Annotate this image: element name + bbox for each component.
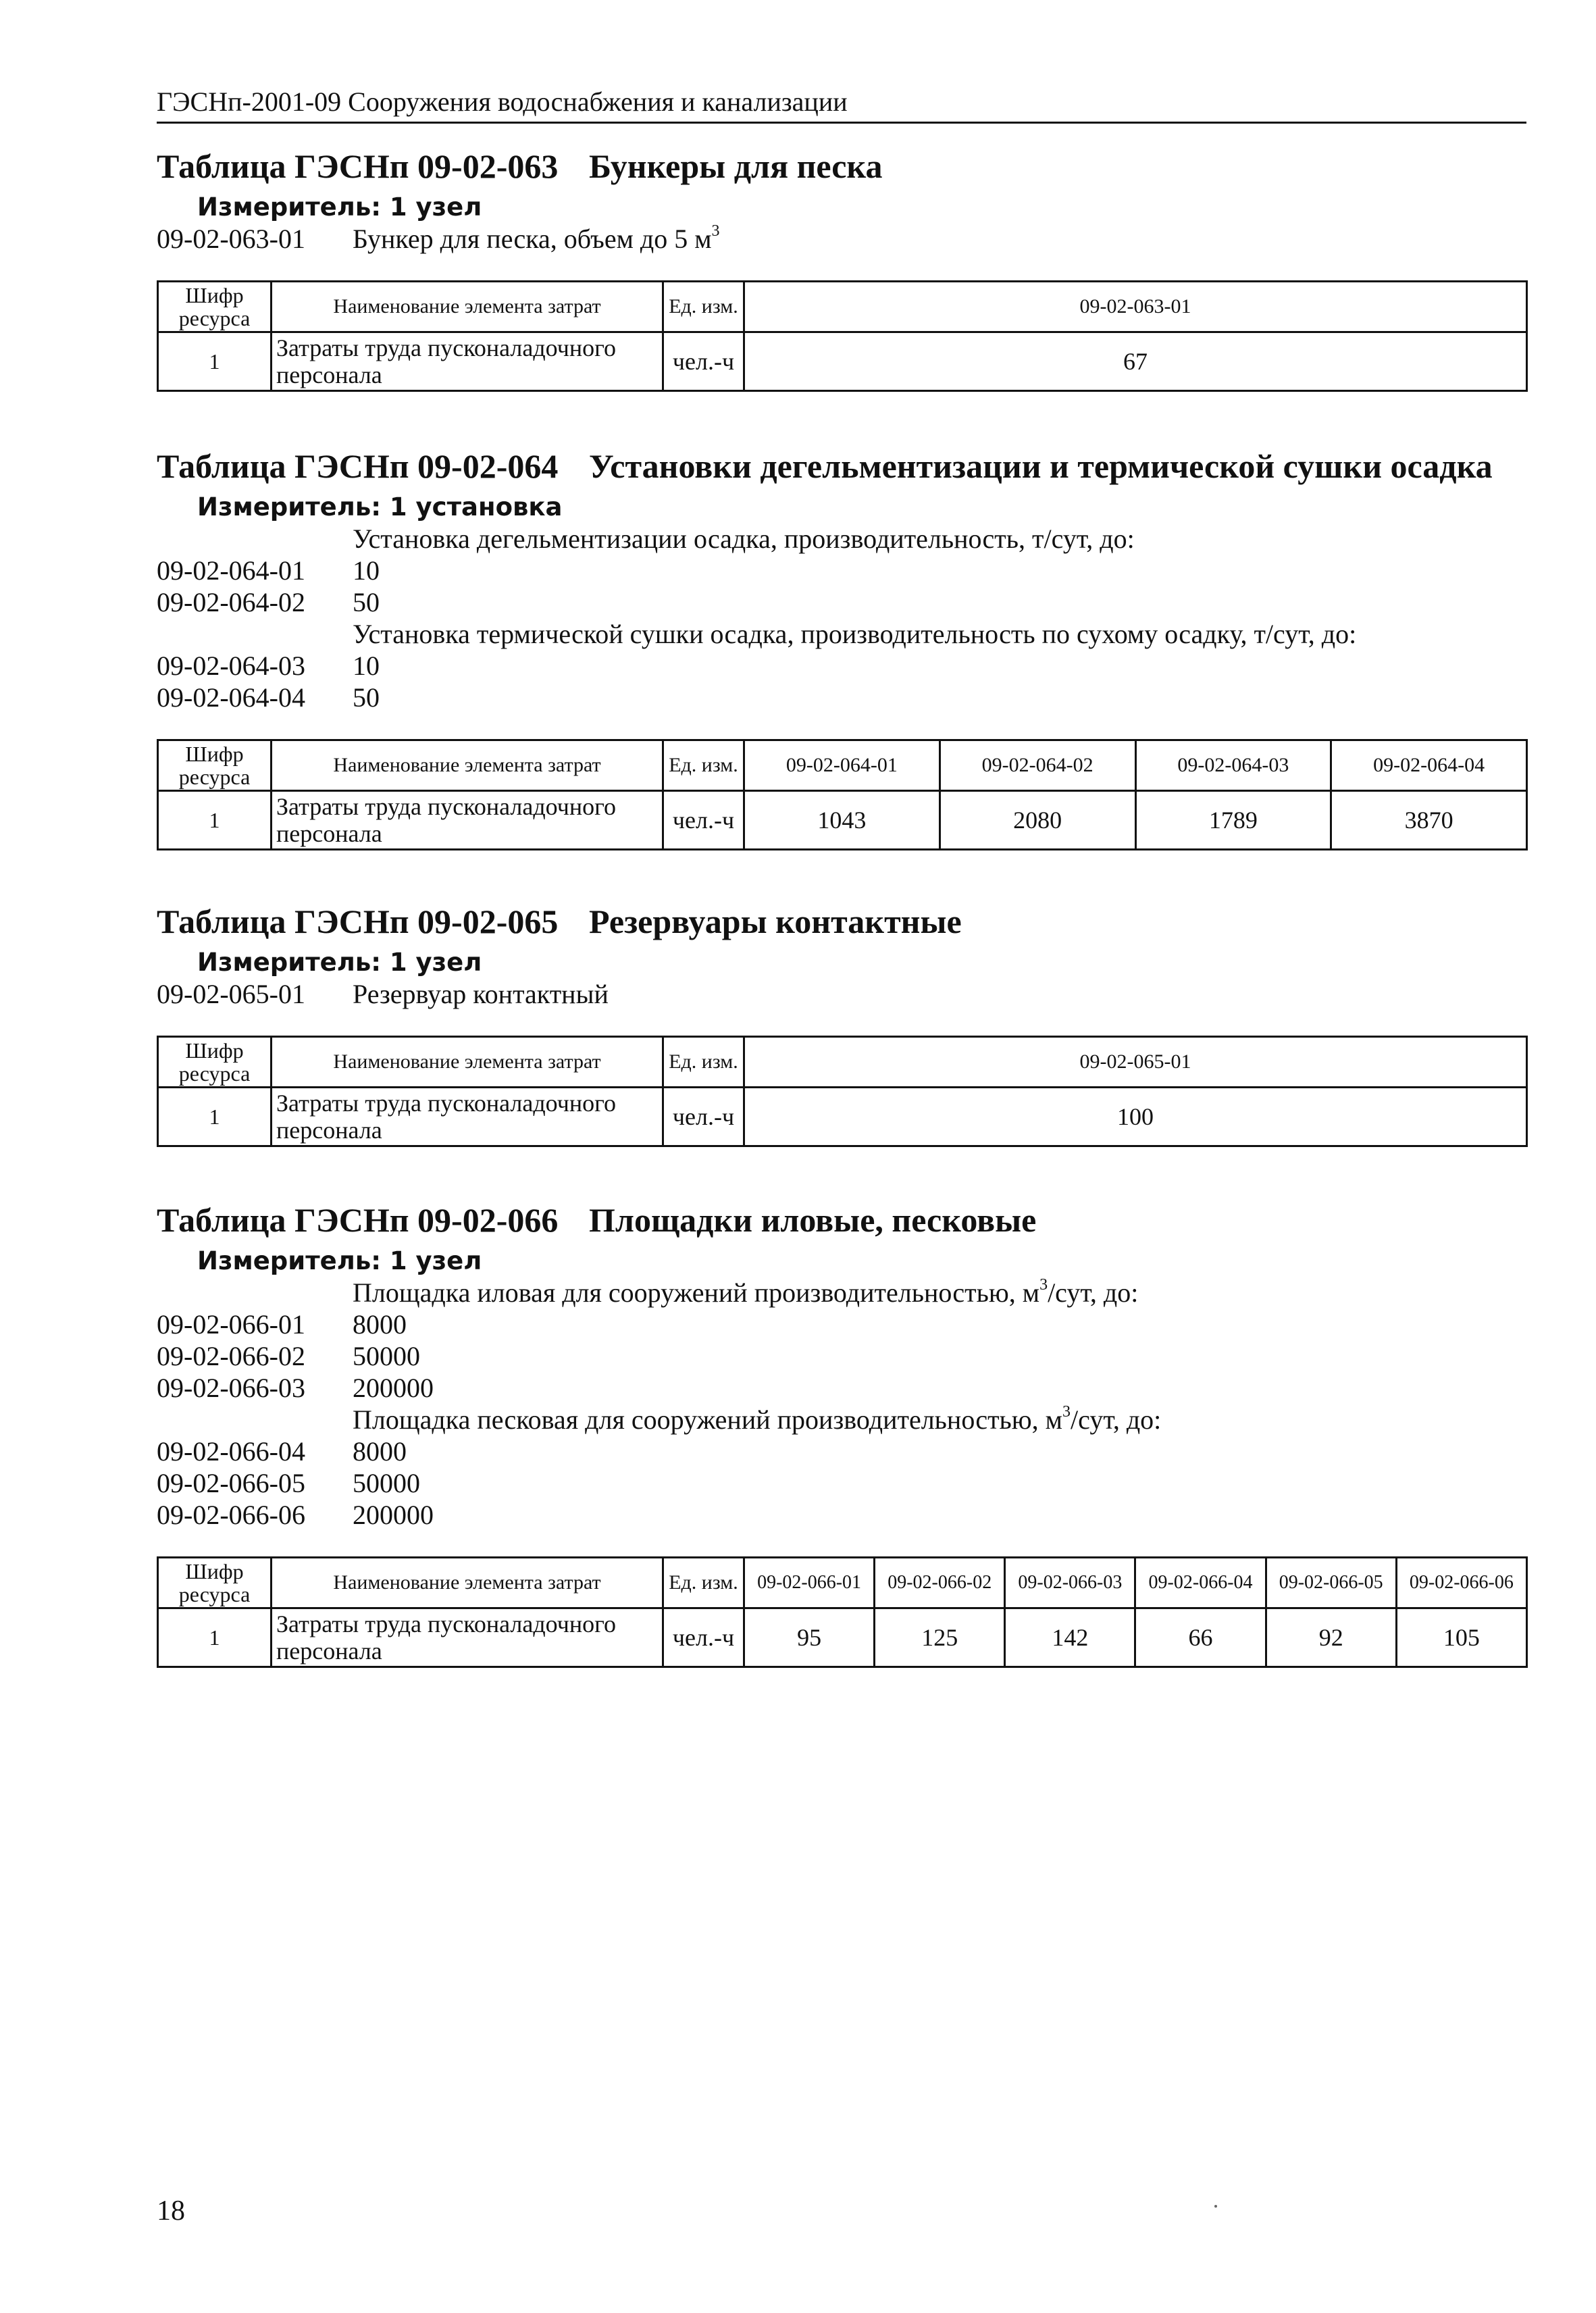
item-label-text: 50000 (353, 1341, 420, 1371)
measure-unit: Измеритель: 1 установка (197, 492, 563, 522)
item-label (353, 586, 1528, 618)
item-line (157, 1435, 1528, 1467)
item-label (353, 650, 1528, 682)
cell-cipher: 1 (158, 791, 272, 850)
cell-value: 142 (1005, 1608, 1135, 1667)
page-number: 18 (157, 2195, 185, 2227)
cell-value: 1789 (1135, 791, 1331, 850)
group-label: Установка дегельментизации осадка, производительность, т/сут, до: (353, 524, 1135, 554)
group-label: Площадка песковая для сооружений производительностью, м (353, 1404, 1062, 1435)
item-label (353, 682, 1528, 713)
item-label-text: Бункер для песка, объем до 5 м (353, 224, 712, 254)
cell-value: 1043 (744, 791, 940, 850)
measure-unit: Измеритель: 1 узел (197, 948, 482, 977)
col-header-value: 09-02-066-05 (1266, 1558, 1396, 1608)
table-heading (157, 901, 1528, 942)
cell-value: 3870 (1331, 791, 1527, 850)
col-header-value: 09-02-064-02 (939, 740, 1135, 791)
item-label-text: 200000 (353, 1373, 434, 1403)
col-header-value: 09-02-066-06 (1396, 1558, 1526, 1608)
superscript: 3 (1039, 1275, 1048, 1294)
item-code: 09-02-065-01 (157, 979, 305, 1009)
item-code: 09-02-064-03 (157, 651, 305, 681)
item-label (353, 1435, 1528, 1467)
item-code: 09-02-066-06 (157, 1500, 305, 1530)
section-09-02-066 (157, 1200, 1528, 1668)
item-label-text: 50 (353, 682, 380, 713)
item-label (353, 223, 1528, 255)
table-row (158, 791, 1527, 850)
item-code: 09-02-066-03 (157, 1373, 305, 1403)
item-line (157, 1308, 1528, 1340)
table-heading (157, 446, 1528, 486)
group-heading (157, 1404, 1528, 1435)
item-line (157, 650, 1528, 682)
cell-value: 95 (744, 1608, 875, 1667)
col-header-cipher: Шифр ресурса (158, 740, 272, 791)
item-line (157, 978, 1528, 1010)
item-line (157, 586, 1528, 618)
item-label (353, 1467, 1528, 1499)
table-code: Таблица ГЭСНп 09-02-065 (157, 903, 559, 940)
table-title: Площадки иловые, песковые (589, 1201, 1037, 1239)
running-title: ГЭСНп-2001-09 Сооружения водоснабжения и канализации (157, 86, 848, 117)
col-header-cipher: Шифр ресурса (158, 1558, 272, 1608)
col-header-value: 09-02-066-02 (875, 1558, 1005, 1608)
col-header-unit: Ед. изм. (663, 740, 744, 791)
item-line (157, 1467, 1528, 1499)
group-heading (157, 1277, 1528, 1308)
table-title: Бункеры для песка (589, 147, 883, 185)
cell-cipher: 1 (158, 332, 272, 391)
col-header-unit: Ед. изм. (663, 1558, 744, 1608)
cell-value: 66 (1135, 1608, 1266, 1667)
section-09-02-065 (157, 901, 1528, 1147)
col-header-value: 09-02-063-01 (744, 282, 1527, 332)
item-list (157, 1277, 1528, 1531)
col-header-value: 09-02-065-01 (744, 1037, 1527, 1088)
col-header-cipher: Шифр ресурса (158, 1037, 272, 1088)
cell-name: Затраты труда пусконаладочного персонала (272, 332, 663, 391)
cell-unit: чел.-ч (663, 1608, 744, 1667)
group-label-tail: /сут, до: (1048, 1277, 1139, 1308)
table-header-row (158, 740, 1527, 791)
col-header-unit: Ед. изм. (663, 282, 744, 332)
col-header-value: 09-02-064-01 (744, 740, 940, 791)
table-header-row (158, 282, 1527, 332)
item-label-text: Резервуар контактный (353, 979, 609, 1009)
item-label-text: 200000 (353, 1500, 434, 1530)
cell-value: 105 (1396, 1608, 1526, 1667)
cell-name: Затраты труда пусконаладочного персонала (272, 791, 663, 850)
item-line (157, 1340, 1528, 1372)
table-header-row (158, 1558, 1527, 1608)
item-label (353, 1372, 1528, 1404)
superscript: 3 (1062, 1402, 1071, 1421)
col-header-name: Наименование элемента затрат (272, 1558, 663, 1608)
section-09-02-063 (157, 146, 1528, 392)
table-heading (157, 1200, 1528, 1240)
group-label: Установка термической сушки осадка, производительность по сухому осадку, т/сут, до: (353, 619, 1357, 649)
col-header-value: 09-02-066-01 (744, 1558, 875, 1608)
item-code: 09-02-063-01 (157, 224, 305, 254)
cell-name: Затраты труда пусконаладочного персонала (272, 1088, 663, 1146)
col-header-name: Наименование элемента затрат (272, 1037, 663, 1088)
cell-name: Затраты труда пусконаладочного персонала (272, 1608, 663, 1667)
col-header-value: 09-02-066-03 (1005, 1558, 1135, 1608)
norm-table (157, 1556, 1528, 1668)
col-header-value: 09-02-064-03 (1135, 740, 1331, 791)
col-header-unit: Ед. изм. (663, 1037, 744, 1088)
item-line (157, 1372, 1528, 1404)
item-label-text: 50000 (353, 1468, 420, 1498)
table-row (158, 1608, 1527, 1667)
item-label (353, 1308, 1528, 1340)
table-code: Таблица ГЭСНп 09-02-066 (157, 1201, 559, 1239)
item-line (157, 223, 1528, 255)
scan-speck (1214, 2205, 1217, 2208)
item-code: 09-02-066-04 (157, 1436, 305, 1467)
item-code: 09-02-066-01 (157, 1309, 305, 1340)
item-code: 09-02-064-01 (157, 555, 305, 586)
item-code: 09-02-064-04 (157, 682, 305, 713)
col-header-name: Наименование элемента затрат (272, 740, 663, 791)
item-code: 09-02-066-02 (157, 1341, 305, 1371)
cell-value: 125 (875, 1608, 1005, 1667)
item-list (157, 223, 1528, 255)
table-code: Таблица ГЭСНп 09-02-064 (157, 447, 559, 485)
item-label-text: 10 (353, 555, 380, 586)
cell-value: 2080 (939, 791, 1135, 850)
item-label (353, 555, 1528, 586)
item-label (353, 1499, 1528, 1531)
measure-unit: Измеритель: 1 узел (197, 193, 482, 222)
item-label (353, 978, 1528, 1010)
item-label-text: 50 (353, 587, 380, 617)
item-line (157, 1499, 1528, 1531)
norm-table (157, 1036, 1528, 1147)
item-label-text: 10 (353, 651, 380, 681)
cell-cipher: 1 (158, 1608, 272, 1667)
table-row (158, 1088, 1527, 1146)
table-heading (157, 146, 1528, 186)
cell-unit: чел.-ч (663, 332, 744, 391)
group-label: Площадка иловая для сооружений производительностью, м (353, 1277, 1040, 1308)
col-header-value: 09-02-064-04 (1331, 740, 1527, 791)
group-label-tail: /сут, до: (1071, 1404, 1162, 1435)
cell-unit: чел.-ч (663, 1088, 744, 1146)
measure-unit: Измеритель: 1 узел (197, 1246, 482, 1275)
item-list (157, 978, 1528, 1010)
item-label (353, 1340, 1528, 1372)
cell-unit: чел.-ч (663, 791, 744, 850)
table-title: Резервуары контактные (589, 903, 962, 940)
item-code: 09-02-064-02 (157, 587, 305, 617)
item-line (157, 555, 1528, 586)
cell-value: 92 (1266, 1608, 1396, 1667)
table-header-row (158, 1037, 1527, 1088)
norm-table (157, 280, 1528, 392)
item-code: 09-02-066-05 (157, 1468, 305, 1498)
col-header-name: Наименование элемента затрат (272, 282, 663, 332)
cell-value: 67 (744, 332, 1527, 391)
section-09-02-064 (157, 446, 1528, 850)
group-heading (157, 618, 1528, 650)
header-rule (157, 122, 1526, 124)
table-title: Установки дегельментизации и термической сушки осадка (589, 447, 1493, 485)
cell-cipher: 1 (158, 1088, 272, 1146)
col-header-value: 09-02-066-04 (1135, 1558, 1266, 1608)
superscript: 3 (711, 222, 720, 240)
table-code: Таблица ГЭСНп 09-02-063 (157, 147, 559, 185)
norm-table (157, 739, 1528, 850)
item-list (157, 523, 1528, 713)
col-header-cipher: Шифр ресурса (158, 282, 272, 332)
cell-value: 100 (744, 1088, 1527, 1146)
table-row (158, 332, 1527, 391)
item-line (157, 682, 1528, 713)
item-label-text: 8000 (353, 1309, 407, 1340)
item-label-text: 8000 (353, 1436, 407, 1467)
group-heading (157, 523, 1528, 555)
